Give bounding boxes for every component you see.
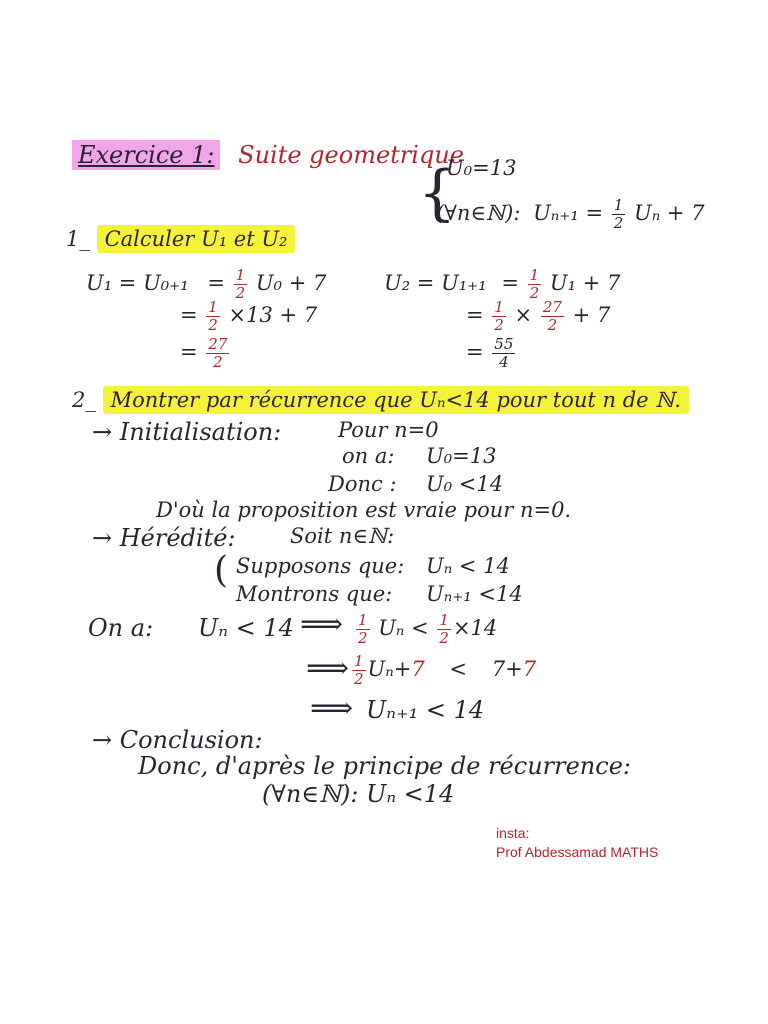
q1-right-line3: = $\frac{55}{4}$	[466, 335, 514, 371]
q2-heading	[72, 390, 689, 411]
fraction-27-2: $\frac{27}{2}$	[542, 298, 562, 334]
u1-rhs: U₀ + 7	[255, 271, 327, 295]
step1-lhs: Uₙ < 14	[198, 614, 294, 642]
on-a-label-2: On a:	[88, 614, 154, 642]
step2-expr: $\frac{1}{2}$ Uₙ+7 < 7+7	[354, 652, 537, 688]
soit-n: Soit n∈ℕ:	[290, 524, 395, 548]
u2-step2: + 7	[572, 303, 611, 327]
q1-right-line2: = $\frac{1}{2}$ × $\frac{27}{2}$ + 7	[466, 298, 611, 334]
credit-name: Prof Abdessamad MATHS	[496, 843, 659, 860]
q1-title: Calculer U₁ et U₂	[97, 225, 296, 253]
fraction-half: $\frac{1}{2}$	[208, 298, 218, 334]
q1-number: 1_	[66, 227, 90, 251]
montrons-label: Montrons que:	[236, 582, 393, 606]
definition-brace: {	[418, 158, 457, 228]
conclusion-text: Donc, d'après le principe de récurrence:	[138, 752, 631, 780]
hypothesis-expr: Uₙ < 14	[426, 554, 510, 578]
credit-insta: insta:	[496, 825, 530, 841]
hypothesis-brace: (	[214, 550, 229, 591]
fraction-half: $\frac{1}{2}$	[354, 652, 364, 688]
fraction-half: $\frac{1}{2}$	[358, 611, 368, 647]
heredite-label: → Hérédité:	[92, 524, 236, 552]
q1-left-line2: = $\frac{1}{2}$ ×13 + 7	[180, 298, 318, 334]
u0-less-14: U₀ <14	[426, 472, 504, 496]
q2-number: 2_	[72, 388, 96, 412]
initialisation-label: → Initialisation:	[92, 418, 282, 446]
fraction-half: $\frac{1}{2}$	[439, 611, 449, 647]
q1-left-line1: U₁ = U₀₊₁ = $\frac{1}{2}$ U₀ + 7	[86, 266, 327, 302]
author-credit	[496, 824, 658, 862]
u2-rhs: U₁ + 7	[549, 271, 621, 295]
init-conclusion: D'où la proposition est vraie pour n=0.	[156, 498, 572, 522]
u2-lhs: U₂ = U₁₊₁	[384, 271, 487, 295]
fraction-half: $\frac{1}{2}$	[613, 196, 624, 232]
u1-result-fraction: $\frac{27}{2}$	[208, 335, 228, 371]
conclusion-label: → Conclusion:	[92, 726, 263, 754]
exercise-label: Exercice 1:	[72, 140, 220, 170]
q1-left-line3: = $\frac{27}{2}$	[180, 335, 228, 371]
definition-quantifier: (∀n∈ℕ):	[436, 201, 521, 225]
on-a-label: on a:	[342, 444, 395, 468]
fraction-half: $\frac{1}{2}$	[529, 266, 540, 302]
q1-right-line1: U₂ = U₁₊₁ = $\frac{1}{2}$ U₁ + 7	[384, 266, 621, 302]
implies-arrow-1: ⟹	[300, 607, 344, 642]
u0-value: U₀=13	[426, 444, 497, 468]
q2-title: Montrer par récurrence que Uₙ<14 pour tout n de ℕ.	[103, 386, 690, 414]
definition-lhs: Uₙ₊₁ =	[533, 201, 604, 225]
pour-n0: Pour n=0	[338, 418, 439, 442]
u1-lhs: U₁ = U₀₊₁	[86, 271, 189, 295]
u2-result-fraction: $\frac{55}{4}$	[494, 335, 514, 371]
exercise-heading	[72, 143, 464, 167]
donc-label: Donc :	[328, 472, 397, 496]
q1-heading	[66, 229, 295, 250]
step1-rhs: $\frac{1}{2}$ Uₙ < $\frac{1}{2}$ ×14	[358, 611, 498, 647]
final-result: (∀n∈ℕ): Uₙ <14	[262, 780, 455, 808]
fraction-half: $\frac{1}{2}$	[494, 298, 504, 334]
u1-step2: ×13 + 7	[228, 303, 318, 327]
definition-u0: U₀=13	[446, 156, 517, 180]
definition-recurrence	[436, 198, 705, 231]
supposons-label: Supposons que:	[236, 554, 405, 578]
exercise-title: Suite geometrique	[238, 141, 464, 169]
implies-arrow-3: ⟹	[310, 691, 354, 726]
implies-arrow-2: ⟹	[306, 651, 350, 686]
step3-expr: Uₙ₊₁ < 14	[366, 696, 485, 724]
definition-rhs: Uₙ + 7	[634, 201, 705, 225]
goal-expr: Uₙ₊₁ <14	[426, 582, 523, 606]
fraction-half: $\frac{1}{2}$	[235, 266, 246, 302]
